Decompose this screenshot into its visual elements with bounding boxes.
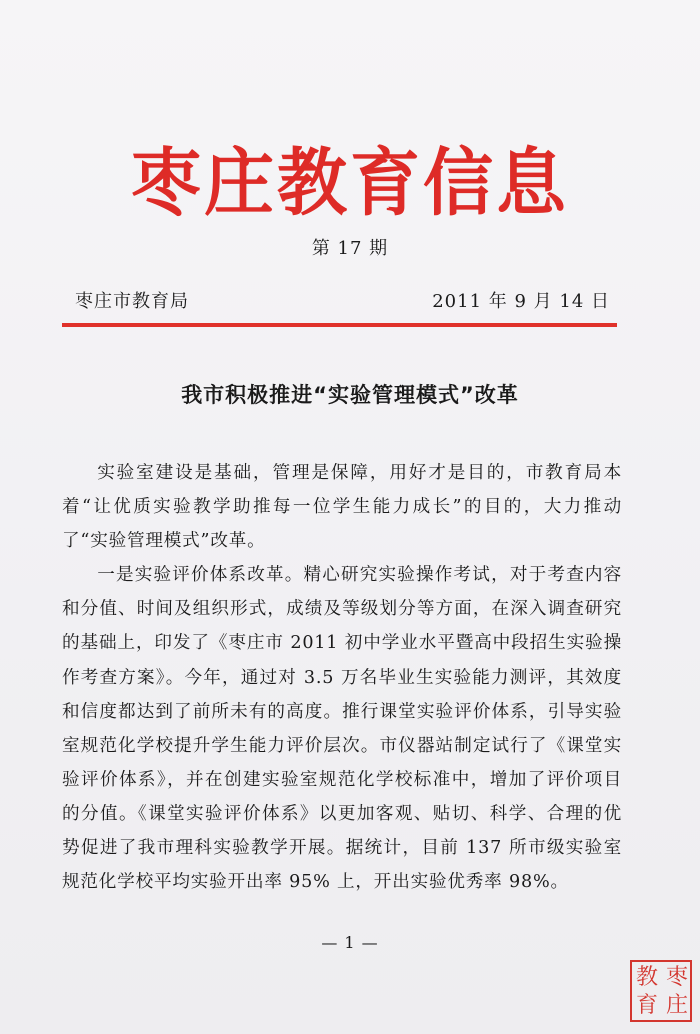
red-divider-rule [62,323,617,327]
seal-stamp [630,960,692,1022]
seal-char: 育 [635,993,658,1018]
paragraph: 实验室建设是基础，管理是保障，用好才是目的，市教育局本着“让优质实验教学助推每一位学生能力成长”的目的，大力推动了“实验管理模式”改革。 [62,463,622,552]
article-body [62,456,622,899]
issue-number: 第 17 期 [311,238,389,259]
masthead-title: 枣庄教育信息 [131,139,569,227]
meta-row [75,289,610,315]
page-number: — 1 — [321,933,379,952]
seal-char: 庄 [665,993,688,1018]
article-headline: 我市积极推进“实验管理模式”改革 [181,383,519,407]
publication-date: 2011 年 9 月 14 日 [432,291,610,312]
seal-char: 枣 [665,965,688,990]
paragraph: 一是实验评价体系改革。精心研究实验操作考试，对于考查内容和分值、时间及组织形式，成绩及等级划分等方面，在深入调查研究的基础上，印发了《枣庄市 2011 初中学业水平暨高中段招生实验操作考查方案》。今年，通过对 3.5 万名毕业生实验能力测评，其效度和信度都达到了前所未有的高度。推行课堂实验评价体系，引导实验室规范化学校提升学生能力评价层次。市仪器站制定试行了《课堂实验评价体系》，并在创建实验室规范化学校标准中，增加了评价项目的分值。《课堂实验评价体系》以更加客观、贴切、科学、合理的优势促进了我市理科实验教学开展。据统计，目前 137 所市级实验室规范化学校平均实验开出率 95% 上，开出实验优秀率 98%。 [62,565,622,893]
publisher: 枣庄市教育局 [75,291,189,312]
seal-char: 教 [635,965,658,990]
